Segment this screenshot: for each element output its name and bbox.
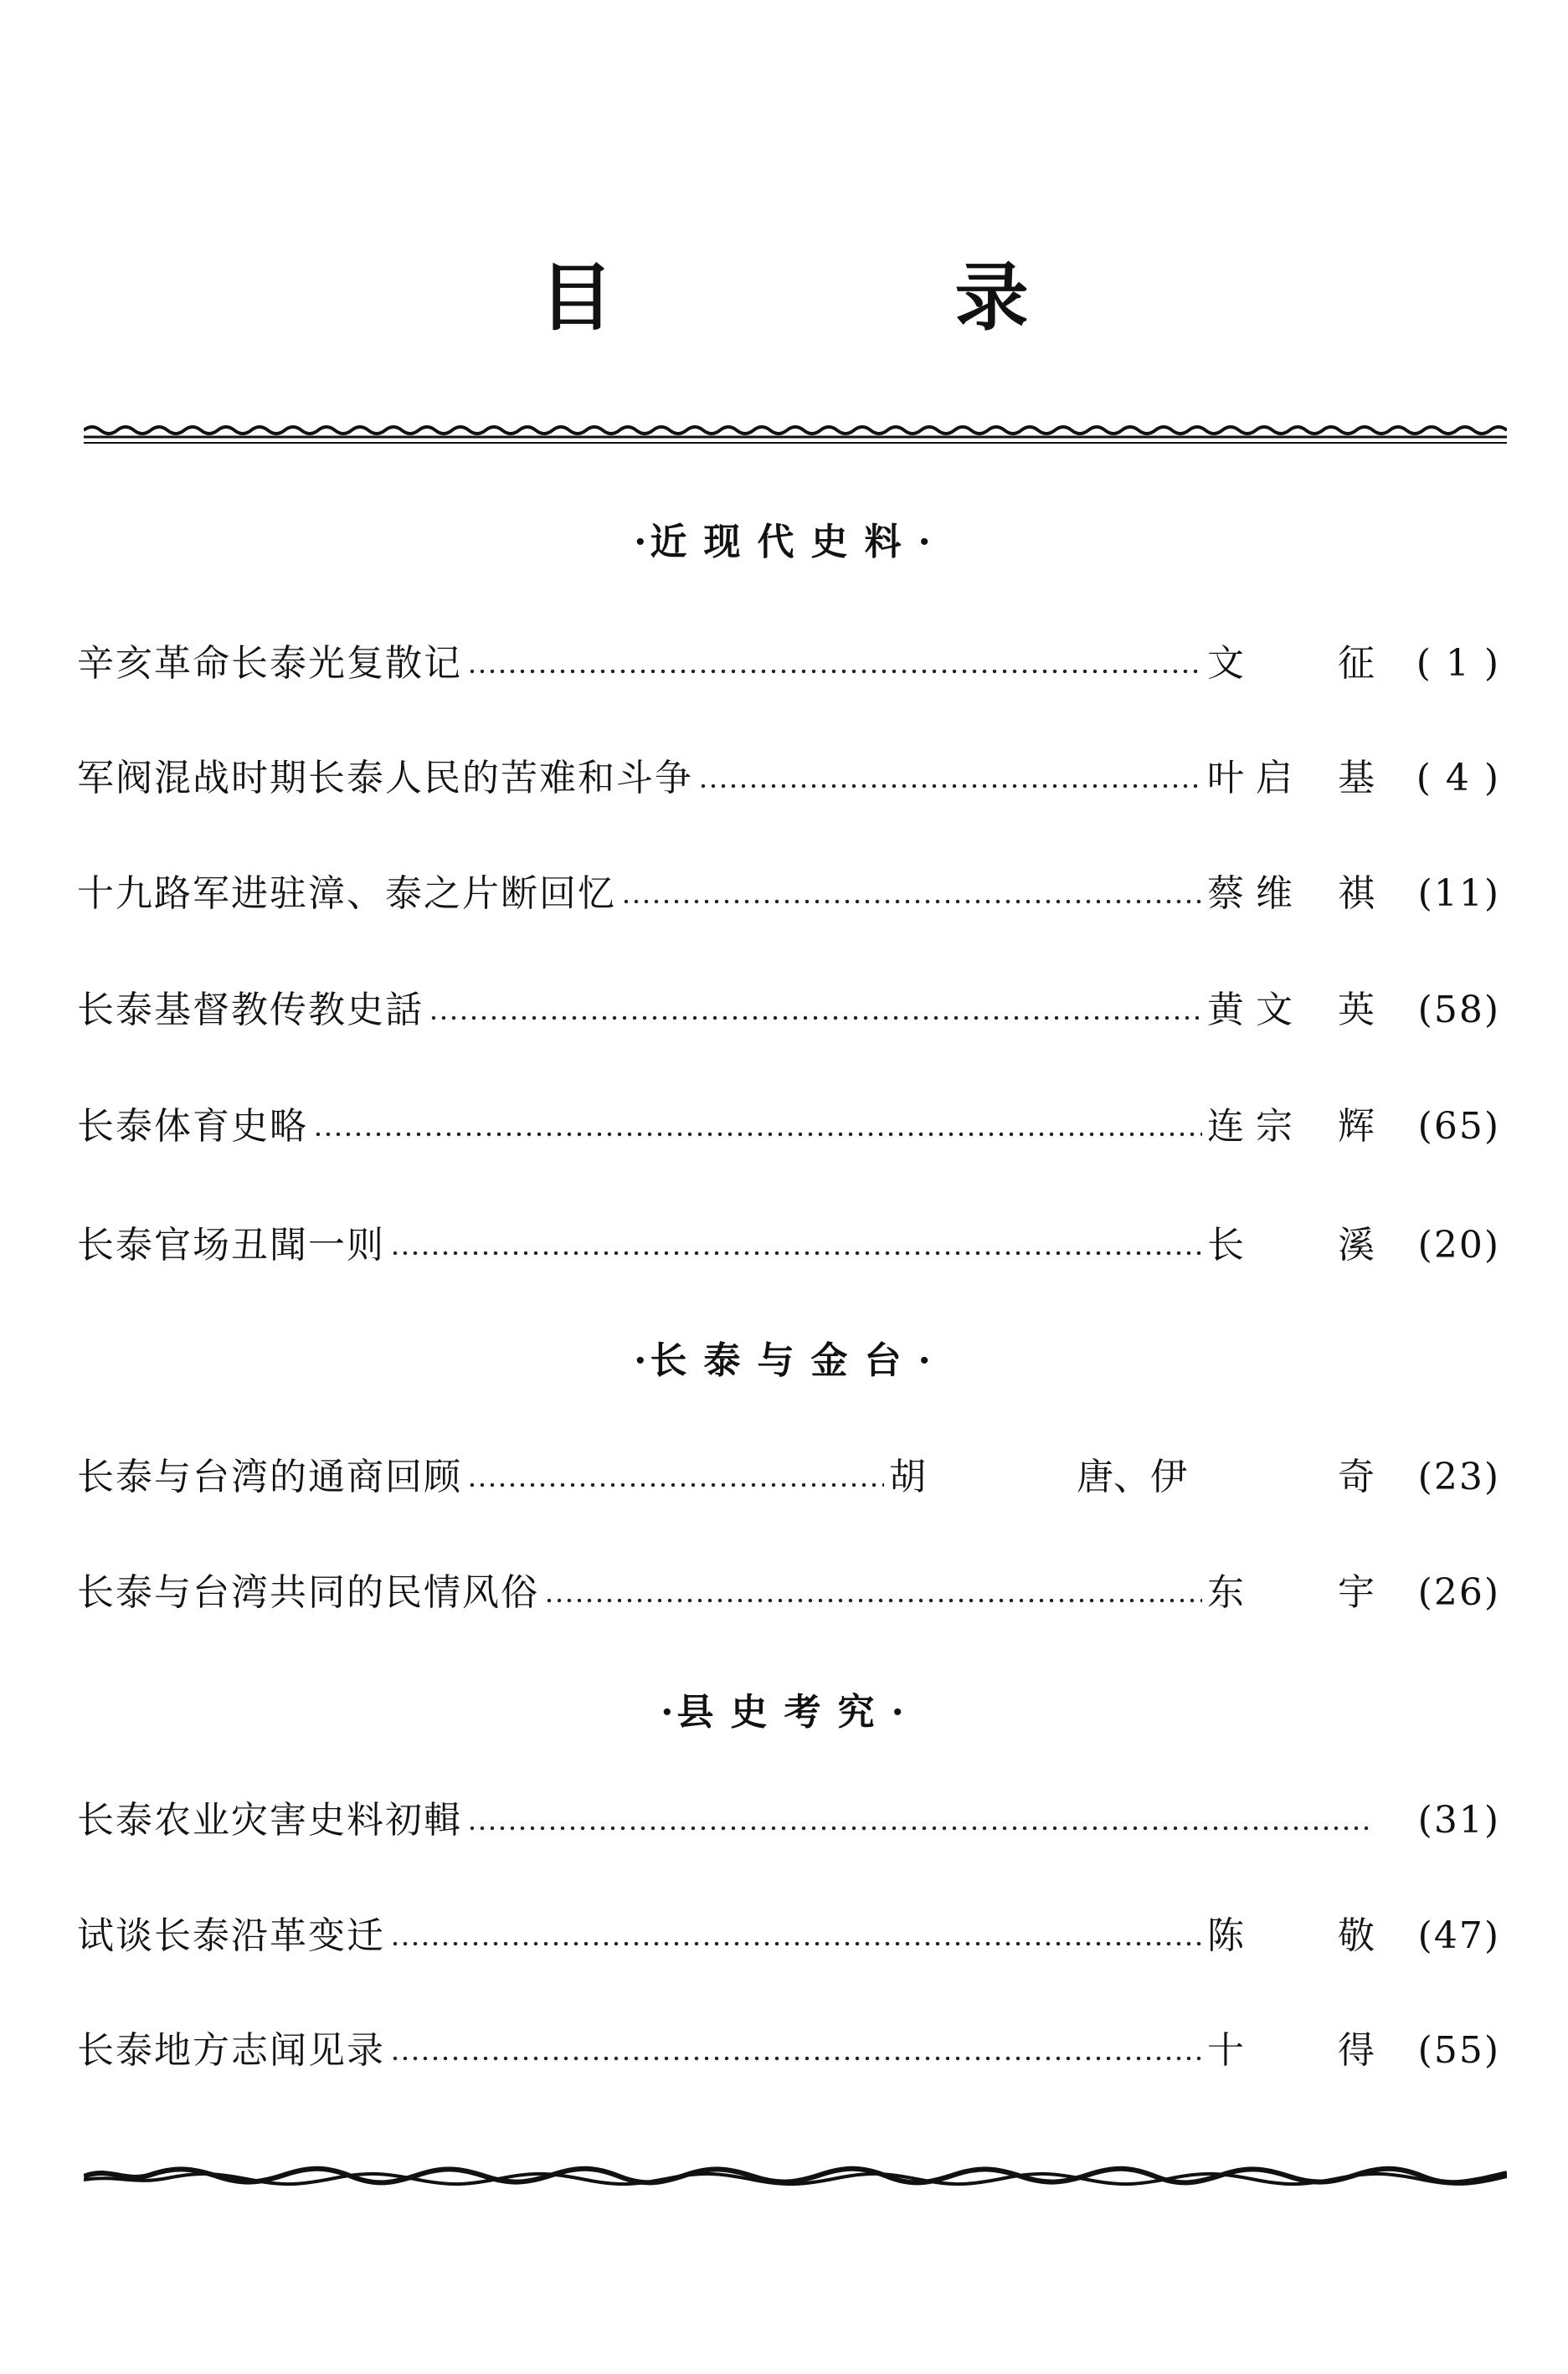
bullet-dot: · bbox=[634, 521, 650, 563]
entry-title: 长泰体育史略 bbox=[77, 1105, 308, 1148]
top-ornamental-rule bbox=[84, 419, 1507, 449]
bullet-dot: · bbox=[661, 1691, 677, 1734]
author-part: 奇 bbox=[1338, 1456, 1375, 1498]
entry-author bbox=[1207, 1102, 1375, 1152]
entry-page-number: (55) bbox=[1417, 2029, 1500, 2072]
dot-leader bbox=[313, 1132, 1202, 1137]
toc-entry[interactable] bbox=[77, 1911, 1500, 1961]
toc-entry[interactable] bbox=[77, 1102, 1500, 1152]
entry-title: 长泰农业灾害史料初輯 bbox=[77, 1799, 462, 1842]
entry-title: 长泰官场丑聞一则 bbox=[77, 1224, 385, 1267]
entry-title: 长泰与台湾的通商回顾 bbox=[77, 1456, 462, 1498]
author-part: 连 宗 bbox=[1207, 1105, 1293, 1148]
entry-title: 辛亥革命长泰光复散记 bbox=[77, 642, 462, 685]
bottom-ornamental-rule bbox=[84, 2158, 1507, 2192]
bullet-dot: · bbox=[918, 1339, 934, 1382]
dot-leader bbox=[390, 2056, 1202, 2061]
dot-leader bbox=[544, 1598, 1202, 1603]
entry-page-number: (23) bbox=[1417, 1456, 1500, 1498]
section-heading-changtai-and-taiwan bbox=[0, 1336, 1568, 1386]
author-part: 叶 启 bbox=[1207, 757, 1293, 799]
entry-page-number: (47) bbox=[1417, 1914, 1500, 1957]
dot-leader bbox=[429, 1015, 1202, 1020]
entry-title: 长泰地方志闻见录 bbox=[77, 2029, 385, 2072]
author-part: 陈 bbox=[1207, 1914, 1244, 1957]
page-title: 目 录 bbox=[539, 254, 1163, 341]
entry-title: 长泰基督教传教史話 bbox=[77, 989, 424, 1031]
toc-entry[interactable] bbox=[77, 753, 1500, 804]
entry-page-number: (65) bbox=[1417, 1105, 1500, 1148]
author-part: 溪 bbox=[1338, 1224, 1375, 1267]
entry-page-number: (26) bbox=[1417, 1571, 1500, 1614]
author-part: 长 bbox=[1207, 1224, 1244, 1267]
dot-leader bbox=[390, 1941, 1202, 1946]
toc-entry[interactable] bbox=[77, 639, 1500, 689]
author-part: 唐、伊 bbox=[1077, 1456, 1187, 1498]
author-part: 十 bbox=[1207, 2029, 1244, 2072]
toc-entry[interactable] bbox=[77, 2026, 1500, 2076]
author-part: 黄 文 bbox=[1207, 989, 1293, 1031]
author-part: 蔡 维 bbox=[1207, 872, 1293, 915]
author-part: 辉 bbox=[1338, 1105, 1375, 1148]
bullet-dot: · bbox=[634, 1339, 650, 1382]
section-heading-modern-history bbox=[0, 517, 1568, 568]
toc-entry[interactable] bbox=[77, 1452, 1500, 1503]
toc-entry[interactable] bbox=[77, 1796, 1500, 1846]
author-part: 英 bbox=[1338, 989, 1375, 1031]
dot-leader bbox=[467, 1482, 884, 1488]
entry-page-number: (20) bbox=[1417, 1224, 1500, 1267]
author-part: 宇 bbox=[1338, 1571, 1375, 1614]
dot-leader bbox=[698, 784, 1202, 789]
entry-author bbox=[1207, 1220, 1375, 1271]
entry-author bbox=[889, 1452, 1375, 1503]
entry-author bbox=[1207, 1568, 1375, 1618]
toc-entry[interactable] bbox=[77, 869, 1500, 919]
toc-entry[interactable] bbox=[77, 1568, 1500, 1618]
entry-author bbox=[1207, 753, 1375, 804]
toc-entry[interactable] bbox=[77, 985, 1500, 1035]
entry-page-number: (31) bbox=[1417, 1799, 1500, 1842]
entry-author bbox=[1207, 1911, 1375, 1961]
entry-page-number: (11) bbox=[1417, 872, 1500, 915]
entry-author bbox=[1207, 985, 1375, 1035]
bullet-dot: · bbox=[918, 521, 934, 563]
author-part: 文 bbox=[1207, 642, 1244, 685]
author-part: 征 bbox=[1338, 642, 1375, 685]
bullet-dot: · bbox=[891, 1691, 907, 1734]
entry-title: 长泰与台湾共同的民情风俗 bbox=[77, 1571, 539, 1614]
section-heading-label: 长泰与金台 bbox=[650, 1339, 918, 1382]
section-heading-county-history bbox=[0, 1688, 1568, 1738]
author-part: 基 bbox=[1338, 757, 1375, 799]
author-part: 东 bbox=[1207, 1571, 1244, 1614]
entry-author bbox=[1207, 869, 1375, 919]
entry-title: 军阀混战时期长泰人民的苦难和斗争 bbox=[77, 757, 693, 799]
dot-leader bbox=[467, 669, 1202, 674]
author-part: 胡 bbox=[889, 1456, 926, 1498]
section-heading-label: 近现代史料 bbox=[650, 521, 918, 563]
author-part: 祺 bbox=[1338, 872, 1375, 915]
entry-author bbox=[1207, 639, 1375, 689]
dot-leader bbox=[390, 1251, 1202, 1256]
entry-page-number: ( 1 ) bbox=[1416, 642, 1500, 685]
entry-page-number: ( 4 ) bbox=[1416, 757, 1500, 799]
entry-author bbox=[1207, 2026, 1375, 2076]
entry-title: 试谈长泰沿革变迁 bbox=[77, 1914, 385, 1957]
entry-title: 十九路军进驻漳、泰之片断回忆 bbox=[77, 872, 616, 915]
dot-leader bbox=[621, 899, 1202, 904]
entry-page-number: (58) bbox=[1417, 989, 1500, 1031]
toc-entry[interactable] bbox=[77, 1220, 1500, 1271]
author-part: 敬 bbox=[1338, 1914, 1375, 1957]
dot-leader bbox=[467, 1826, 1370, 1831]
author-part: 得 bbox=[1338, 2029, 1375, 2072]
section-heading-label: 县史考究 bbox=[676, 1691, 892, 1734]
